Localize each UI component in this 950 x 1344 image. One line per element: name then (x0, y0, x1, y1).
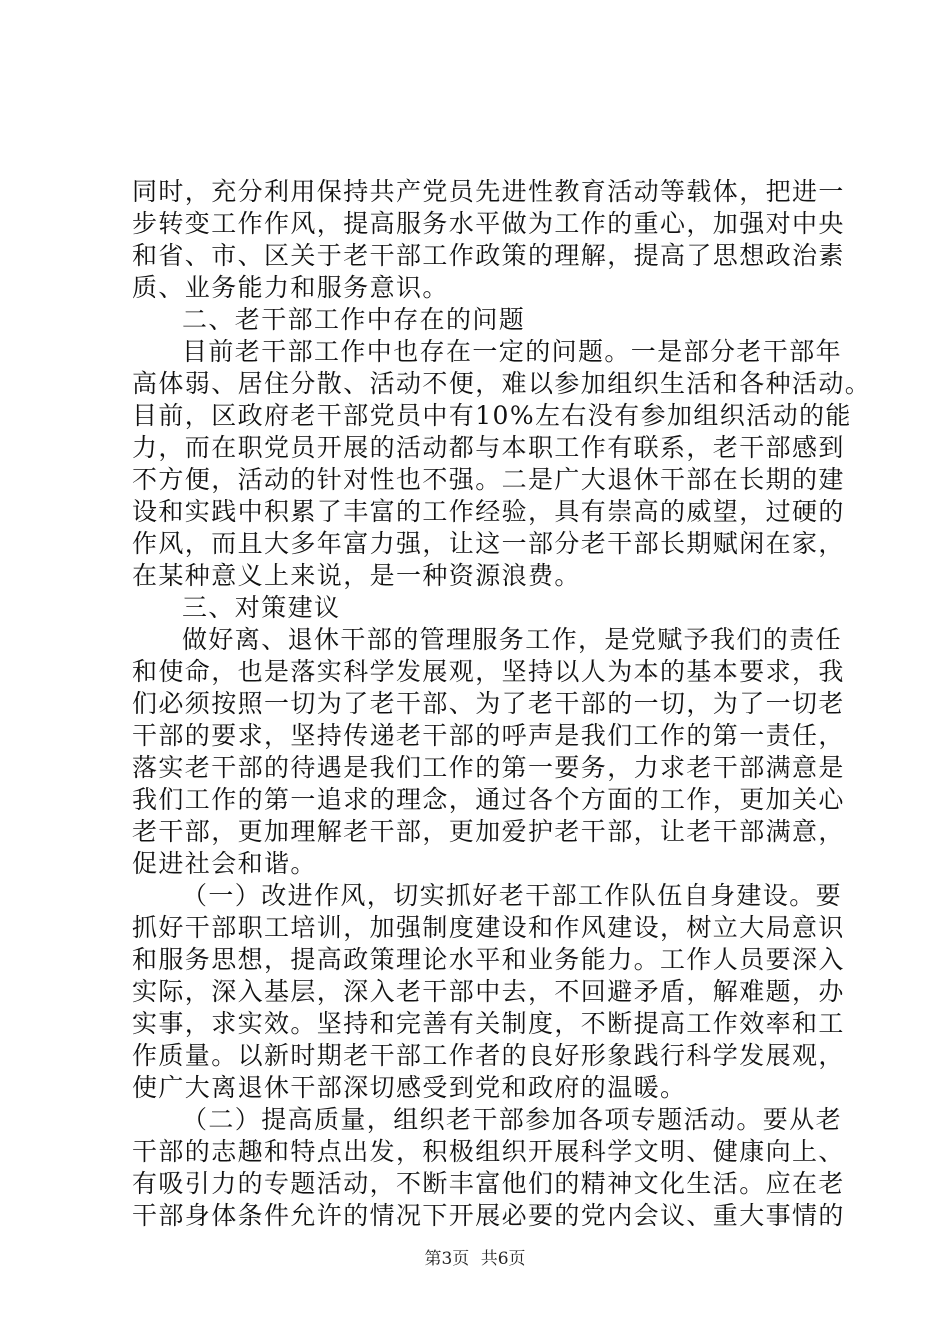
text-line: 干部的志趣和特点出发，积极组织开展科学文明、健康向上、 (132, 1137, 845, 1166)
text-line: 和使命，也是落实科学发展观，坚持以人为本的基本要求，我 (132, 657, 845, 686)
text-line: 我们工作的第一追求的理念，通过各个方面的工作，更加关心 (132, 785, 845, 814)
text-line: 使广大离退休干部深切感受到党和政府的温暖。 (132, 1073, 687, 1102)
section-heading: 二、老干部工作中存在的问题 (182, 305, 526, 334)
text-line: 抓好干部职工培训，加强制度建设和作风建设，树立大局意识 (132, 913, 845, 942)
text-line: 和服务思想，提高政策理论水平和业务能力。工作人员要深入 (132, 945, 845, 974)
text-line: 老干部，更加理解老干部，更加爱护老干部，让老干部满意， (132, 817, 845, 846)
text-line: 力，而在职党员开展的活动都与本职工作有联系，老干部感到 (132, 433, 845, 462)
text-line: 促进社会和谐。 (132, 849, 317, 878)
page-footer (0, 1244, 950, 1269)
text-line: 在某种意义上来说，是一种资源浪费。 (132, 561, 581, 590)
text-line: 做好离、退休干部的管理服务工作，是党赋予我们的责任 (182, 625, 843, 654)
text-line: 有吸引力的专题活动，不断丰富他们的精神文化生活。应在老 (132, 1169, 845, 1198)
text-line: 不方便，活动的针对性也不强。二是广大退休干部在长期的建 (132, 465, 845, 494)
text-line: 和省、市、区关于老干部工作政策的理解，提高了思想政治素 (132, 241, 845, 270)
text-line: 干部身体条件允许的情况下开展必要的党内会议、重大事情的 (132, 1201, 845, 1230)
document-body (132, 176, 872, 1232)
subsection-heading: （一）改进作风，切实抓好老干部工作队伍自身建设。要 (182, 881, 843, 910)
page-number: 第3页 (424, 1249, 470, 1269)
text-line: 设和实践中积累了丰富的工作经验，具有崇高的威望，过硬的 (132, 497, 845, 526)
text-line: 同时，充分利用保持共产党员先进性教育活动等载体，把进一 (132, 177, 845, 206)
text-line: 步转变工作作风，提高服务水平做为工作的重心，加强对中央 (132, 209, 845, 238)
text-line: 目前，区政府老干部党员中有10%左右没有参加组织活动的能 (132, 401, 852, 430)
text-line: 实际，深入基层，深入老干部中去，不回避矛盾，解难题，办 (132, 977, 845, 1006)
text-line: 作质量。以新时期老干部工作者的良好形象践行科学发展观， (132, 1041, 845, 1070)
text-line: 们必须按照一切为了老干部、为了老干部的一切，为了一切老 (132, 689, 845, 718)
text-line: 作风，而且大多年富力强，让这一部分老干部长期赋闲在家， (132, 529, 845, 558)
text-line: 干部的要求，坚持传递老干部的呼声是我们工作的第一责任， (132, 721, 845, 750)
text-line: 落实老干部的待遇是我们工作的第一要务，力求老干部满意是 (132, 753, 845, 782)
text-line: 质、业务能力和服务意识。 (132, 273, 449, 302)
text-line: 高体弱、居住分散、活动不便，难以参加组织生活和各种活动。 (132, 369, 872, 398)
section-heading: 三、对策建议 (182, 593, 341, 622)
subsection-heading: （二）提高质量，组织老干部参加各项专题活动。要从老 (182, 1105, 843, 1134)
text-line: 实事，求实效。坚持和完善有关制度，不断提高工作效率和工 (132, 1009, 845, 1038)
text-line: 目前老干部工作中也存在一定的问题。一是部分老干部年 (182, 337, 843, 366)
page-total: 共6页 (480, 1249, 526, 1269)
